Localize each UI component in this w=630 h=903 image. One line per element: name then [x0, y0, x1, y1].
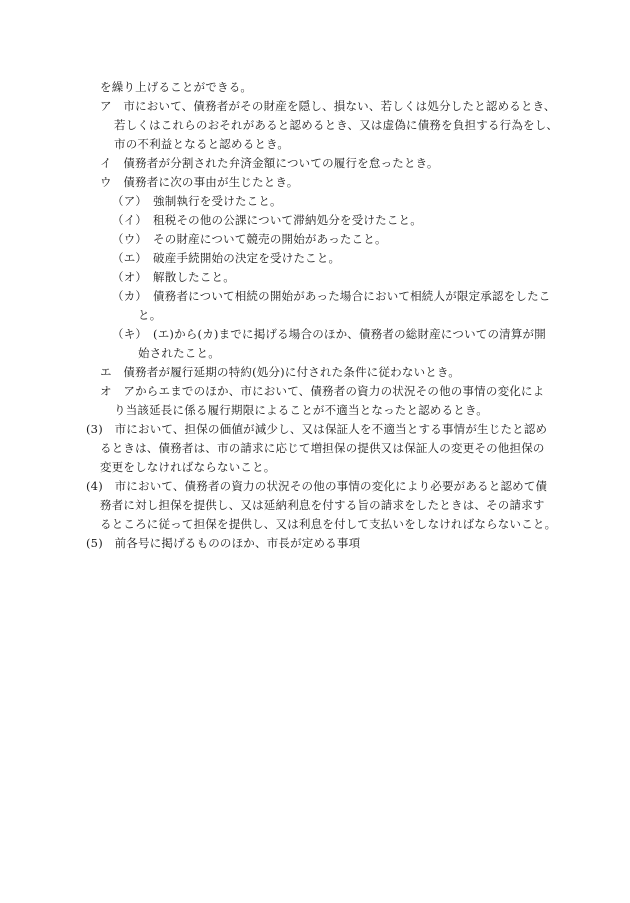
text-line: （ア） 強制執行を受けたこと。 — [112, 194, 282, 208]
text-line: ア 市において、債務者がその財産を隠し、損ない、若しくは処分したと認めるとき、 — [100, 99, 556, 113]
text-line: 始されたこと。 — [138, 346, 220, 360]
text-line: るときは、債務者は、市の請求に応じて増担保の提供又は保証人の変更その他担保の — [100, 441, 545, 455]
text-line: り当該延長に係る履行期限によることが不適当となったと認めるとき。 — [114, 403, 488, 417]
text-line: （キ） (エ)から(カ)までに掲げる場合のほか、債務者の総財産についての清算が開 — [112, 327, 546, 341]
text-line: (4) 市において、債務者の資力の状況その他の事情の変化により必要があると認めて債 — [86, 479, 548, 493]
text-line: （カ） 債務者について相続の開始があった場合において相続人が限定承認をしたこ — [112, 289, 551, 303]
text-line: (5) 前各号に掲げるもののほか、市長が定める事項 — [86, 536, 361, 550]
text-line: （エ） 破産手続開始の決定を受けたこと。 — [112, 251, 341, 265]
text-line: と。 — [138, 308, 162, 322]
text-line: (3) 市において、担保の価値が減少し、又は保証人を不適当とする事情が生じたと認め — [86, 422, 548, 436]
text-line: （オ） 解散したこと。 — [112, 270, 235, 284]
text-line: イ 債務者が分割された弁済金額についての履行を怠ったとき。 — [100, 156, 439, 170]
text-line: 若しくはこれらのおそれがあると認めるとき、又は虚偽に債務を負担する行為をし、 — [114, 118, 559, 132]
text-line: るところに従って担保を提供し、又は利息を付して支払いをしなければならないこと。 — [100, 517, 557, 531]
text-line: ウ 債務者に次の事由が生じたとき。 — [100, 175, 299, 189]
text-line: 市の不利益となると認めるとき。 — [114, 137, 290, 151]
text-line: （ウ） その財産について競売の開始があったこと。 — [112, 232, 387, 246]
text-line: （イ） 租税その他の公課について滞納処分を受けたこと。 — [112, 213, 422, 227]
text-line: エ 債務者が履行延期の特約(処分)に付された条件に従わないとき。 — [100, 365, 460, 379]
text-line: オ アからエまでのほか、市において、債務者の資力の状況その他の事情の変化によ — [100, 384, 545, 398]
text-line: 務者に対し担保を提供し、又は延納利息を付する旨の請求をしたときは、その請求す — [100, 498, 545, 512]
text-line: 変更をしなければならないこと。 — [100, 460, 276, 474]
text-line: を繰り上げることができる。 — [100, 80, 253, 94]
